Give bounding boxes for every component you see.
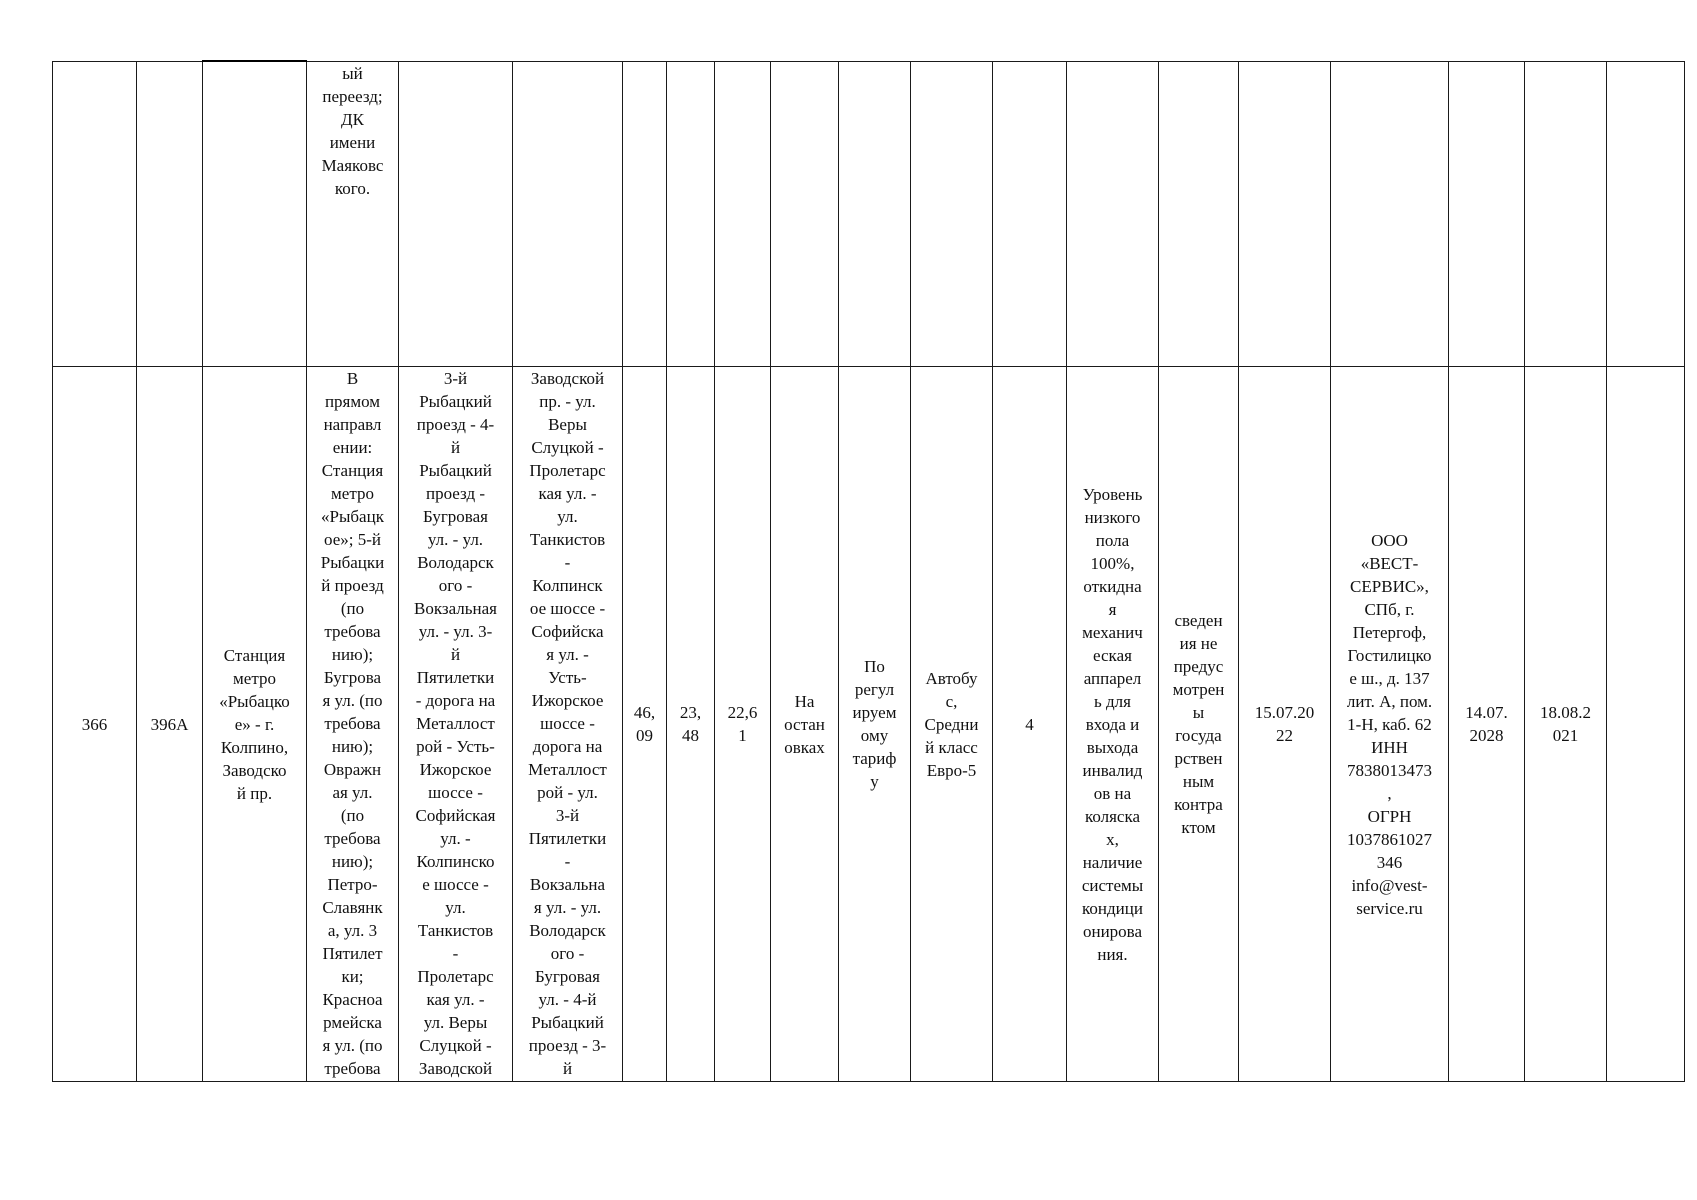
cell-tariff-cont [839,61,911,367]
cell-tariff: По регул ируем ому тариф у [839,367,911,1082]
cell-contract-info-cont [1159,61,1239,367]
cell-reg-number-cont [53,61,137,367]
cell-start-date: 15.07.20 22 [1239,367,1331,1082]
route-register-table [52,60,1685,1082]
cell-length-total-cont [623,61,667,367]
cell-length-forward: 23, 48 [667,367,715,1082]
cell-route-number: 396А [137,367,203,1082]
cell-route-name-cont [203,61,307,367]
cell-streets-backward-cont [513,61,623,367]
cell-length-backward-cont [715,61,771,367]
cell-route-name: Станция метро «Рыбацко е» - г. Колпино, Заводско й пр. [203,367,307,1082]
cell-stops-cont [307,61,399,367]
cell-length-total: 46, 09 [623,367,667,1082]
cell-vehicle-count: 4 [993,367,1067,1082]
cell-boarding: На остан овках [771,367,839,1082]
cell-streets-forward: 3-й Рыбацкий проезд - 4- й Рыбацкий проезд - Бугровая ул. - ул. Володарск ого - Вокзальная ул. - ул. 3- й Пятилетки - дорога на Металлост рой - Усть- Ижорское шоссе - Софийская ул. - Колпинско е шоссе - ул. Танкистов - Пролетарс кая ул. - ул. Веры Слуцкой - Заводской [399,367,513,1082]
table-row-continued [53,61,1685,367]
cell-length-backward: 22,6 1 [715,367,771,1082]
cell-valid-until-cont [1449,61,1525,367]
cell-boarding-cont [771,61,839,367]
cell-vehicle-cont [911,61,993,367]
cell-stops: В прямом направл ении: Станция метро «Рыбацк ое»; 5-й Рыбацки й проезд (по требова нию); Бугрова я ул. (по требова нию); Овражн ая ул. (по требова нию); Петро- Славянк а, ул. 3 Пятилет ки; Красноа рмейска я ул. (по требова [307,367,399,1082]
cell-empty-cont [1607,61,1685,367]
cell-contract-info: сведен ия не предус мотрен ы госуда рствен ным контра ктом [1159,367,1239,1082]
cell-vehicle-count-cont [993,61,1067,367]
table-row-route-366 [53,367,1685,1082]
cell-streets-backward: Заводской пр. - ул. Веры Слуцкой - Пролетарс кая ул. - ул. Танкистов - Колпинск ое шоссе - Софийска я ул. - Усть- Ижорское шоссе - дорога на Металлост рой - ул. 3-й Пятилетки - Вокзальна я ул. - ул. Володарск ого - Бугровая ул. - 4-й Рыбацкий проезд - 3- й [513,367,623,1082]
cell-vehicle: Автобу с, Средни й класс Евро-5 [911,367,993,1082]
cell-characteristics: Уровень низкого пола 100%, откидна я механич еская аппарел ь для входа и выхода инвалид ов на коляска х, наличие системы кондици онирова ния. [1067,367,1159,1082]
cell-empty [1607,367,1685,1082]
cell-characteristics-cont [1067,61,1159,367]
stops-forward-tail: ый переезд; ДК имени Маяковс кого. [321,63,384,198]
cell-date-extra: 18.08.2 021 [1525,367,1607,1082]
cell-reg-number: 366 [53,367,137,1082]
cell-carrier-cont [1331,61,1449,367]
cell-start-date-cont [1239,61,1331,367]
cell-length-forward-cont [667,61,715,367]
cell-carrier: ООО «ВЕСТ- СЕРВИС», СПб, г. Петергоф, Гостилицко е ш., д. 137 лит. А, пом. 1-Н, каб. 62 ИНН 7838013473 , ОГРН 1037861027 346 info@vest- service.ru [1331,367,1449,1082]
cell-streets-forward-cont [399,61,513,367]
cell-valid-until: 14.07. 2028 [1449,367,1525,1082]
cell-date-extra-cont [1525,61,1607,367]
cell-route-number-cont [137,61,203,367]
